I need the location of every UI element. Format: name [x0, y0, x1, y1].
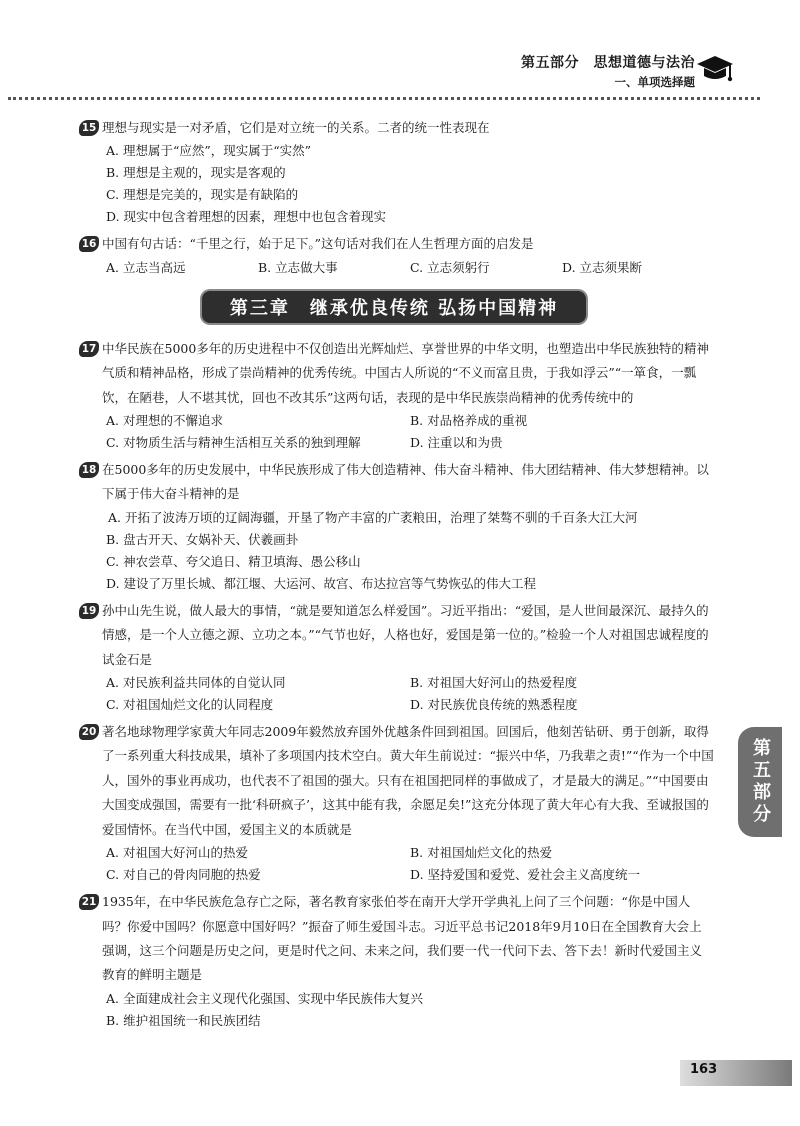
option-c: C. 神农尝草、夸父追日、精卫填海、愚公移山 [106, 553, 361, 569]
question-stem: 理想与现实是一对矛盾，它们是对立统一的关系。二者的统一性表现在 [102, 120, 490, 135]
option-c: C. 对物质生活与精神生活相互关系的独到理解 [106, 435, 361, 451]
question-stem: 著名地球物理学家黄大年同志2009年毅然放弃国外优越条件回到祖国。回国后，他刻苦钻研、勇于创新，取得了一系列重大科技成果，填补了多项国内技术空白。黄大年生前说过：“振兴中华，乃我辈之责!”“作为一个中国人，国外的事业再成功，也代表不了祖国的强大。只有在祖国把同样的事做成了，才是最大的满足。”“中国要由大国变成强国，需要有一批‘科研疯子’，这其中能有我，余愿足矣!”这充分体现了黄大年心有大我、至诚报国的爱国情怀。在当代中国，爱国主义的本质就是 [102, 724, 714, 837]
option-row [82, 694, 714, 716]
option-a: A. 对祖国大好河山的热爱 [106, 845, 248, 861]
header-divider [8, 97, 760, 100]
question-number-badge: 17 [79, 341, 99, 357]
question-19 [82, 599, 714, 716]
option-c: C. 对祖国灿烂文化的认同程度 [106, 697, 274, 713]
option-d: D. 注重以和为贵 [410, 435, 503, 451]
option-b: B. 立志做大事 [258, 259, 338, 275]
question-number-badge: 15 [79, 120, 99, 136]
question-stem: 孙中山先生说，做人最大的事情，“就是要知道怎么样爱国”。习近平指出：“爱国，是人世间最深沉、最持久的情感，是一个人立德之源、立功之本。”“气节也好，人格也好，爱国是第一位的。”检验一个人对祖国忠诚程度的试金石是 [102, 602, 709, 667]
option-c: C. 立志须躬行 [410, 259, 490, 275]
question-list [82, 116, 714, 1036]
option-a: A. 全面建成社会主义现代化强国、实现中华民族伟大复兴 [106, 990, 423, 1006]
graduation-cap-icon [695, 52, 735, 86]
page-header [0, 0, 800, 108]
option-d: D. 立志须果断 [562, 259, 643, 275]
option-d: D. 现实中包含着理想的因素，理想中也包含着现实 [106, 209, 387, 225]
question-number-badge: 19 [79, 603, 99, 619]
option-a: A. 理想属于“应然”，现实属于“实然” [106, 143, 312, 159]
section-side-tab: 第五部分 [738, 727, 782, 837]
question-20 [82, 720, 714, 886]
option-b: B. 维护祖国统一和民族团结 [106, 1012, 261, 1028]
question-number-badge: 18 [79, 462, 99, 478]
option-b: B. 理想是主观的，现实是客观的 [106, 165, 286, 181]
question-16 [82, 232, 714, 278]
option-row [82, 842, 714, 864]
option-b: B. 对品格养成的重视 [410, 413, 528, 429]
option-d: D. 建设了万里长城、都江堰、大运河、故宫、布达拉宫等气势恢弘的伟大工程 [106, 575, 537, 591]
question-stem: 1935年，在中华民族危急存亡之际，著名教育家张伯苓在南开大学开学典礼上问了三个问题：“你是中国人吗？你爱中国吗？你愿意中国好吗？”振奋了师生爱国斗志。习近平总书记2018年9月10日在全国教育大会上强调，这三个问题是历史之问，更是时代之问、未来之问，我们要一代一代问下去、答下去！新时代爱国主义教育的鲜明主题是 [102, 894, 703, 983]
page-number: 163 [690, 1062, 718, 1077]
option-d: D. 对民族优良传统的熟悉程度 [410, 697, 578, 713]
option-a: A. 对理想的不懈追求 [106, 413, 223, 429]
option-c: C. 理想是完美的，现实是有缺陷的 [106, 187, 299, 203]
chapter-title: 第三章 继承优良传统 弘扬中国精神 [202, 291, 586, 323]
option-a: A. 开拓了波涛万顷的辽阔海疆，开垦了物产丰富的广袤粮田，治理了桀骜不驯的千百条大江大河 [108, 509, 638, 525]
chapter-banner [74, 291, 714, 323]
question-stem: 在5000多年的历史发展中，中华民族形成了伟大创造精神、伟大奋斗精神、伟大团结精神、伟大梦想精神。以下属于伟大奋斗精神的是 [102, 462, 709, 502]
option-row [82, 410, 714, 432]
question-stem: 中国有句古话：“千里之行，始于足下。”这句话对我们在人生哲理方面的启发是 [102, 236, 534, 252]
option-row [82, 432, 714, 454]
option-b: B. 对祖国灿烂文化的热爱 [410, 845, 553, 861]
question-stem: 中华民族在5000多年的历史进程中不仅创造出光辉灿烂、享誉世界的中华文明，也塑造出中华民族独特的精神气质和精神品格，形成了崇尚精神的优秀传统。中国古人所说的“不义而富且贵，于我如浮云”“一箪食，一瓢饮，在陋巷，人不堪其忧，回也不改其乐”这两句话，表现的是中华民族崇尚精神的优秀传统中的 [102, 340, 709, 405]
question-number-badge: 20 [79, 724, 99, 740]
section-subtitle: 一、单项选择题 [614, 75, 695, 89]
section-title: 第五部分 思想道德与法治 [521, 55, 695, 71]
option-b: B. 对祖国大好河山的热爱程度 [410, 675, 578, 691]
option-row [82, 672, 714, 694]
option-a: A. 立志当高远 [106, 259, 186, 275]
option-c: C. 对自己的骨肉同胞的热爱 [106, 867, 261, 883]
question-15 [82, 116, 714, 228]
question-number-badge: 21 [79, 894, 99, 910]
option-row [82, 257, 714, 279]
question-18 [82, 458, 714, 595]
option-d: D. 坚持爱国和爱党、爱社会主义高度统一 [410, 867, 641, 883]
option-b: B. 盘古开天、女娲补天、伏羲画卦 [106, 531, 299, 547]
question-number-badge: 16 [79, 236, 99, 252]
option-a: A. 对民族利益共同体的自觉认同 [106, 675, 286, 691]
option-row [82, 864, 714, 886]
question-17 [82, 337, 714, 454]
question-21 [82, 890, 714, 1032]
